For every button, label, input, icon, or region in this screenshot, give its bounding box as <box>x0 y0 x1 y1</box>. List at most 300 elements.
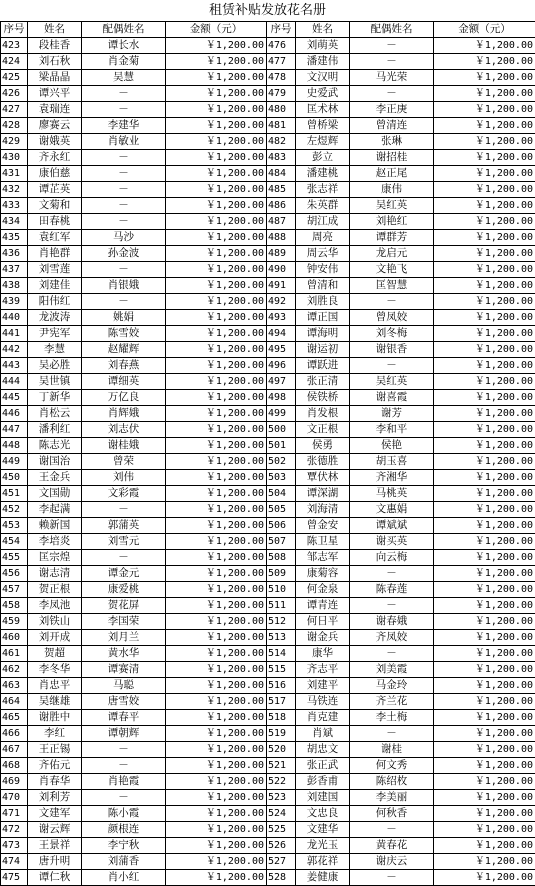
row-spouse-cell: 马光荣 <box>350 70 434 86</box>
row-amount-cell: ￥1,200.00 <box>434 230 535 246</box>
row-spouse-cell: － <box>350 726 434 742</box>
row-spouse-cell: － <box>350 358 434 374</box>
row-spouse-cell: － <box>82 166 166 182</box>
row-name-cell: 谭兴平 <box>28 86 82 102</box>
row-no-cell: 446 <box>1 406 28 422</box>
row-amount-cell: ￥1,200.00 <box>434 406 535 422</box>
row-name-cell: 潘利红 <box>28 422 82 438</box>
row-no-cell: 464 <box>1 694 28 710</box>
row-amount-cell: ￥1,200.00 <box>434 118 535 134</box>
row-no-cell: 466 <box>1 726 28 742</box>
row-amount-cell: ￥1,200.00 <box>434 422 535 438</box>
row-name-cell: 张正清 <box>296 374 350 390</box>
row-name-cell: 潘建桃 <box>296 166 350 182</box>
row-no-cell: 521 <box>267 758 296 774</box>
row-no-cell: 448 <box>1 438 28 454</box>
row-spouse-cell: 齐凤姣 <box>350 630 434 646</box>
row-amount-cell: ￥1,200.00 <box>434 838 535 854</box>
row-name-cell: 谭青连 <box>296 598 350 614</box>
table-row <box>1 870 535 886</box>
row-amount-cell: ￥1,200.00 <box>434 374 535 390</box>
row-name-cell: 齐志平 <box>296 662 350 678</box>
row-no-cell: 468 <box>1 758 28 774</box>
row-no-cell: 484 <box>267 166 296 182</box>
row-name-cell: 左煜辉 <box>296 134 350 150</box>
row-spouse-cell: 匡智慧 <box>350 278 434 294</box>
row-no-cell: 440 <box>1 310 28 326</box>
row-amount-cell: ￥1,200.00 <box>434 582 535 598</box>
row-name-cell: 姜健康 <box>296 870 350 886</box>
row-no-cell: 476 <box>267 38 296 54</box>
row-name-cell: 覃伏林 <box>296 470 350 486</box>
row-spouse-cell: － <box>350 566 434 582</box>
table-row <box>1 86 535 102</box>
row-name-cell: 刘胜良 <box>296 294 350 310</box>
row-amount-cell: ￥1,200.00 <box>166 310 267 326</box>
row-spouse-cell: 李宁秋 <box>82 838 166 854</box>
row-spouse-cell: 谭长水 <box>82 38 166 54</box>
row-spouse-cell: 刘伟 <box>82 470 166 486</box>
header-cell-name: 姓名 <box>28 22 82 38</box>
table-row <box>1 470 535 486</box>
row-spouse-cell: 谢招桂 <box>350 150 434 166</box>
row-amount-cell: ￥1,200.00 <box>166 710 267 726</box>
row-name-cell: 刘建平 <box>296 678 350 694</box>
row-name-cell: 李凤池 <box>28 598 82 614</box>
row-spouse-cell: 黄春花 <box>350 838 434 854</box>
table-row <box>1 214 535 230</box>
row-amount-cell: ￥1,200.00 <box>434 870 535 886</box>
row-name-cell: 康伯慈 <box>28 166 82 182</box>
table-row <box>1 726 535 742</box>
row-name-cell: 曾桥梁 <box>296 118 350 134</box>
row-spouse-cell: 肖金菊 <box>82 54 166 70</box>
table-row <box>1 806 535 822</box>
row-no-cell: 441 <box>1 326 28 342</box>
row-name-cell: 匡术林 <box>296 102 350 118</box>
row-no-cell: 438 <box>1 278 28 294</box>
row-no-cell: 458 <box>1 598 28 614</box>
row-spouse-cell: 胡玉喜 <box>350 454 434 470</box>
row-name-cell: 吴世镇 <box>28 374 82 390</box>
row-spouse-cell: 谭春平 <box>82 710 166 726</box>
row-amount-cell: ￥1,200.00 <box>166 598 267 614</box>
row-amount-cell: ￥1,200.00 <box>166 86 267 102</box>
row-name-cell: 王金兵 <box>28 470 82 486</box>
row-no-cell: 504 <box>267 486 296 502</box>
row-no-cell: 501 <box>267 438 296 454</box>
table-row <box>1 614 535 630</box>
row-no-cell: 430 <box>1 150 28 166</box>
row-amount-cell: ￥1,200.00 <box>166 774 267 790</box>
row-name-cell: 丁新华 <box>28 390 82 406</box>
row-name-cell: 刘雪莲 <box>28 262 82 278</box>
row-no-cell: 451 <box>1 486 28 502</box>
row-no-cell: 487 <box>267 214 296 230</box>
row-no-cell: 426 <box>1 86 28 102</box>
row-name-cell: 侯铁桥 <box>296 390 350 406</box>
row-name-cell: 肖忠平 <box>28 678 82 694</box>
row-no-cell: 427 <box>1 102 28 118</box>
table-row <box>1 534 535 550</box>
table-row <box>1 662 535 678</box>
row-no-cell: 463 <box>1 678 28 694</box>
row-spouse-cell: 何文秀 <box>350 758 434 774</box>
row-name-cell: 吴必胜 <box>28 358 82 374</box>
row-spouse-cell: 谢桂 <box>350 742 434 758</box>
row-spouse-cell: 肖艳霞 <box>82 774 166 790</box>
row-name-cell: 谢志清 <box>28 566 82 582</box>
table-row <box>1 278 535 294</box>
row-amount-cell: ￥1,200.00 <box>434 246 535 262</box>
row-spouse-cell: 刘艳红 <box>350 214 434 230</box>
row-no-cell: 515 <box>267 662 296 678</box>
row-amount-cell: ￥1,200.00 <box>166 438 267 454</box>
row-name-cell: 文忠良 <box>296 806 350 822</box>
row-no-cell: 431 <box>1 166 28 182</box>
row-amount-cell: ￥1,200.00 <box>166 614 267 630</box>
row-no-cell: 505 <box>267 502 296 518</box>
row-spouse-cell: 肖敏业 <box>82 134 166 150</box>
row-amount-cell: ￥1,200.00 <box>434 70 535 86</box>
row-amount-cell: ￥1,200.00 <box>434 742 535 758</box>
row-no-cell: 477 <box>267 54 296 70</box>
row-amount-cell: ￥1,200.00 <box>434 502 535 518</box>
row-name-cell: 史爱武 <box>296 86 350 102</box>
row-name-cell: 肖发根 <box>296 406 350 422</box>
row-name-cell: 袁红军 <box>28 230 82 246</box>
table-row <box>1 774 535 790</box>
row-amount-cell: ￥1,200.00 <box>166 854 267 870</box>
row-spouse-cell: － <box>82 86 166 102</box>
row-spouse-cell: 吴红英 <box>350 374 434 390</box>
row-spouse-cell: 肖银娥 <box>82 278 166 294</box>
row-name-cell: 张德胜 <box>296 454 350 470</box>
row-spouse-cell: 刘冬梅 <box>350 326 434 342</box>
row-amount-cell: ￥1,200.00 <box>166 822 267 838</box>
row-no-cell: 516 <box>267 678 296 694</box>
header-cell-amount: 金额（元） <box>434 22 535 38</box>
row-name-cell: 段桂香 <box>28 38 82 54</box>
row-no-cell: 522 <box>267 774 296 790</box>
row-name-cell: 谢云辉 <box>28 822 82 838</box>
row-name-cell: 唐升明 <box>28 854 82 870</box>
row-spouse-cell: 文艳飞 <box>350 262 434 278</box>
row-spouse-cell: － <box>350 646 434 662</box>
row-amount-cell: ￥1,200.00 <box>166 70 267 86</box>
row-name-cell: 康菊容 <box>296 566 350 582</box>
row-amount-cell: ￥1,200.00 <box>434 134 535 150</box>
row-name-cell: 周云华 <box>296 246 350 262</box>
row-amount-cell: ￥1,200.00 <box>434 486 535 502</box>
row-no-cell: 479 <box>267 86 296 102</box>
row-amount-cell: ￥1,200.00 <box>434 54 535 70</box>
row-spouse-cell: 谭金元 <box>82 566 166 582</box>
row-no-cell: 456 <box>1 566 28 582</box>
row-amount-cell: ￥1,200.00 <box>434 630 535 646</box>
table-row <box>1 390 535 406</box>
row-name-cell: 朱英群 <box>296 198 350 214</box>
row-amount-cell: ￥1,200.00 <box>166 630 267 646</box>
row-amount-cell: ￥1,200.00 <box>434 598 535 614</box>
row-spouse-cell: 康伟 <box>350 182 434 198</box>
row-name-cell: 齐永红 <box>28 150 82 166</box>
row-no-cell: 514 <box>267 646 296 662</box>
row-spouse-cell: 刘志伏 <box>82 422 166 438</box>
row-amount-cell: ￥1,200.00 <box>166 742 267 758</box>
row-amount-cell: ￥1,200.00 <box>434 774 535 790</box>
row-spouse-cell: － <box>82 294 166 310</box>
table-row <box>1 406 535 422</box>
row-spouse-cell: 谢春娥 <box>350 614 434 630</box>
row-spouse-cell: 孙金波 <box>82 246 166 262</box>
row-amount-cell: ￥1,200.00 <box>166 294 267 310</box>
row-amount-cell: ￥1,200.00 <box>166 662 267 678</box>
row-name-cell: 陈志光 <box>28 438 82 454</box>
row-no-cell: 499 <box>267 406 296 422</box>
table-row <box>1 646 535 662</box>
row-name-cell: 李起满 <box>28 502 82 518</box>
row-name-cell: 贺超 <box>28 646 82 662</box>
row-no-cell: 502 <box>267 454 296 470</box>
row-amount-cell: ￥1,200.00 <box>434 454 535 470</box>
row-no-cell: 467 <box>1 742 28 758</box>
row-amount-cell: ￥1,200.00 <box>166 646 267 662</box>
row-amount-cell: ￥1,200.00 <box>434 310 535 326</box>
table-row <box>1 166 535 182</box>
row-amount-cell: ￥1,200.00 <box>166 422 267 438</box>
row-amount-cell: ￥1,200.00 <box>434 86 535 102</box>
row-amount-cell: ￥1,200.00 <box>434 662 535 678</box>
row-no-cell: 478 <box>267 70 296 86</box>
table-row <box>1 502 535 518</box>
row-spouse-cell: 李国荣 <box>82 614 166 630</box>
table-row <box>1 566 535 582</box>
row-amount-cell: ￥1,200.00 <box>434 342 535 358</box>
row-amount-cell: ￥1,200.00 <box>166 358 267 374</box>
row-amount-cell: ￥1,200.00 <box>434 102 535 118</box>
row-amount-cell: ￥1,200.00 <box>434 726 535 742</box>
row-no-cell: 453 <box>1 518 28 534</box>
row-spouse-cell: 谢银香 <box>350 342 434 358</box>
row-no-cell: 508 <box>267 550 296 566</box>
row-amount-cell: ￥1,200.00 <box>434 550 535 566</box>
row-amount-cell: ￥1,200.00 <box>434 854 535 870</box>
row-no-cell: 425 <box>1 70 28 86</box>
table-row <box>1 150 535 166</box>
row-amount-cell: ￥1,200.00 <box>434 646 535 662</box>
row-no-cell: 429 <box>1 134 28 150</box>
roster-body <box>1 38 535 886</box>
table-row <box>1 182 535 198</box>
row-name-cell: 彭香甫 <box>296 774 350 790</box>
row-name-cell: 谭芷英 <box>28 182 82 198</box>
row-no-cell: 500 <box>267 422 296 438</box>
row-spouse-cell: 刘美霞 <box>350 662 434 678</box>
row-spouse-cell: － <box>82 550 166 566</box>
table-row <box>1 742 535 758</box>
row-spouse-cell: 谭细英 <box>82 374 166 390</box>
row-no-cell: 480 <box>267 102 296 118</box>
row-name-cell: 谭仁秋 <box>28 870 82 886</box>
row-spouse-cell: 马桃英 <box>350 486 434 502</box>
row-amount-cell: ￥1,200.00 <box>434 38 535 54</box>
row-no-cell: 437 <box>1 262 28 278</box>
row-spouse-cell: 曾荣 <box>82 454 166 470</box>
row-name-cell: 刘萌英 <box>296 38 350 54</box>
row-amount-cell: ￥1,200.00 <box>166 406 267 422</box>
row-spouse-cell: 刘雪元 <box>82 534 166 550</box>
table-row <box>1 374 535 390</box>
row-spouse-cell: 唐雪姣 <box>82 694 166 710</box>
row-amount-cell: ￥1,200.00 <box>166 486 267 502</box>
row-amount-cell: ￥1,200.00 <box>166 230 267 246</box>
row-name-cell: 刘海清 <box>296 502 350 518</box>
table-row <box>1 758 535 774</box>
table-row <box>1 358 535 374</box>
row-name-cell: 王景祥 <box>28 838 82 854</box>
row-name-cell: 田春桃 <box>28 214 82 230</box>
row-no-cell: 506 <box>267 518 296 534</box>
row-no-cell: 445 <box>1 390 28 406</box>
row-amount-cell: ￥1,200.00 <box>434 694 535 710</box>
row-spouse-cell: 齐兰花 <box>350 694 434 710</box>
row-spouse-cell: 刘蒲香 <box>82 854 166 870</box>
row-spouse-cell: 曾清连 <box>350 118 434 134</box>
table-row <box>1 598 535 614</box>
row-spouse-cell: 李建华 <box>82 118 166 134</box>
row-name-cell: 刘开成 <box>28 630 82 646</box>
row-amount-cell: ￥1,200.00 <box>166 38 267 54</box>
row-no-cell: 475 <box>1 870 28 886</box>
row-amount-cell: ￥1,200.00 <box>434 150 535 166</box>
header-cell-no: 序号 <box>1 22 28 38</box>
row-name-cell: 廖赛云 <box>28 118 82 134</box>
row-name-cell: 文国勋 <box>28 486 82 502</box>
row-no-cell: 491 <box>267 278 296 294</box>
row-amount-cell: ￥1,200.00 <box>434 182 535 198</box>
row-spouse-cell: 赵正尾 <box>350 166 434 182</box>
row-amount-cell: ￥1,200.00 <box>166 806 267 822</box>
row-spouse-cell: － <box>350 38 434 54</box>
row-no-cell: 503 <box>267 470 296 486</box>
row-name-cell: 刘利芳 <box>28 790 82 806</box>
row-spouse-cell: － <box>350 822 434 838</box>
row-spouse-cell: 陈春莲 <box>350 582 434 598</box>
table-row <box>1 678 535 694</box>
header-cell-name: 姓名 <box>296 22 350 38</box>
row-no-cell: 523 <box>267 790 296 806</box>
row-no-cell: 434 <box>1 214 28 230</box>
row-amount-cell: ￥1,200.00 <box>434 518 535 534</box>
row-name-cell: 王正锡 <box>28 742 82 758</box>
header-cell-spouse: 配偶姓名 <box>82 22 166 38</box>
row-spouse-cell: 谭朝辉 <box>82 726 166 742</box>
row-no-cell: 492 <box>267 294 296 310</box>
row-no-cell: 489 <box>267 246 296 262</box>
row-name-cell: 刘建国 <box>296 790 350 806</box>
row-no-cell: 449 <box>1 454 28 470</box>
row-no-cell: 443 <box>1 358 28 374</box>
row-amount-cell: ￥1,200.00 <box>166 246 267 262</box>
row-amount-cell: ￥1,200.00 <box>166 534 267 550</box>
row-amount-cell: ￥1,200.00 <box>166 374 267 390</box>
sheet-title: 租赁补贴发放花名册 <box>0 0 535 21</box>
row-name-cell: 何日平 <box>296 614 350 630</box>
table-row <box>1 326 535 342</box>
row-name-cell: 潘建伟 <box>296 54 350 70</box>
row-amount-cell: ￥1,200.00 <box>434 294 535 310</box>
row-spouse-cell: 向云梅 <box>350 550 434 566</box>
row-name-cell: 文正根 <box>296 422 350 438</box>
row-amount-cell: ￥1,200.00 <box>166 582 267 598</box>
row-name-cell: 刘石秋 <box>28 54 82 70</box>
row-spouse-cell: 李美丽 <box>350 790 434 806</box>
row-no-cell: 483 <box>267 150 296 166</box>
row-spouse-cell: 谢庆云 <box>350 854 434 870</box>
row-name-cell: 康华 <box>296 646 350 662</box>
row-spouse-cell: 郭蒲英 <box>82 518 166 534</box>
table-row <box>1 822 535 838</box>
row-spouse-cell: 谢芳 <box>350 406 434 422</box>
row-amount-cell: ￥1,200.00 <box>434 278 535 294</box>
row-name-cell: 肖克建 <box>296 710 350 726</box>
row-no-cell: 457 <box>1 582 28 598</box>
row-no-cell: 486 <box>267 198 296 214</box>
row-no-cell: 423 <box>1 38 28 54</box>
row-name-cell: 李培炎 <box>28 534 82 550</box>
row-no-cell: 444 <box>1 374 28 390</box>
row-no-cell: 428 <box>1 118 28 134</box>
row-amount-cell: ￥1,200.00 <box>434 326 535 342</box>
row-no-cell: 510 <box>267 582 296 598</box>
row-amount-cell: ￥1,200.00 <box>166 390 267 406</box>
row-amount-cell: ￥1,200.00 <box>166 102 267 118</box>
row-no-cell: 450 <box>1 470 28 486</box>
table-row <box>1 310 535 326</box>
table-row <box>1 438 535 454</box>
row-no-cell: 424 <box>1 54 28 70</box>
row-no-cell: 494 <box>267 326 296 342</box>
row-amount-cell: ￥1,200.00 <box>166 726 267 742</box>
row-amount-cell: ￥1,200.00 <box>434 166 535 182</box>
row-name-cell: 文建华 <box>296 822 350 838</box>
row-name-cell: 肖松云 <box>28 406 82 422</box>
row-amount-cell: ￥1,200.00 <box>166 54 267 70</box>
table-row <box>1 102 535 118</box>
row-amount-cell: ￥1,200.00 <box>166 566 267 582</box>
row-spouse-cell: － <box>82 742 166 758</box>
row-no-cell: 460 <box>1 630 28 646</box>
row-amount-cell: ￥1,200.00 <box>166 134 267 150</box>
row-spouse-cell: 谢买英 <box>350 534 434 550</box>
row-spouse-cell: － <box>82 790 166 806</box>
row-spouse-cell: 刘月兰 <box>82 630 166 646</box>
row-spouse-cell: 陈雪姣 <box>82 326 166 342</box>
row-spouse-cell: 谭群芳 <box>350 230 434 246</box>
row-no-cell: 513 <box>267 630 296 646</box>
table-row <box>1 70 535 86</box>
table-row <box>1 262 535 278</box>
row-amount-cell: ￥1,200.00 <box>166 118 267 134</box>
row-amount-cell: ￥1,200.00 <box>166 326 267 342</box>
row-name-cell: 谭深湖 <box>296 486 350 502</box>
row-spouse-cell: 陈绍枚 <box>350 774 434 790</box>
row-no-cell: 526 <box>267 838 296 854</box>
row-no-cell: 519 <box>267 726 296 742</box>
row-no-cell: 524 <box>267 806 296 822</box>
row-spouse-cell: － <box>82 262 166 278</box>
